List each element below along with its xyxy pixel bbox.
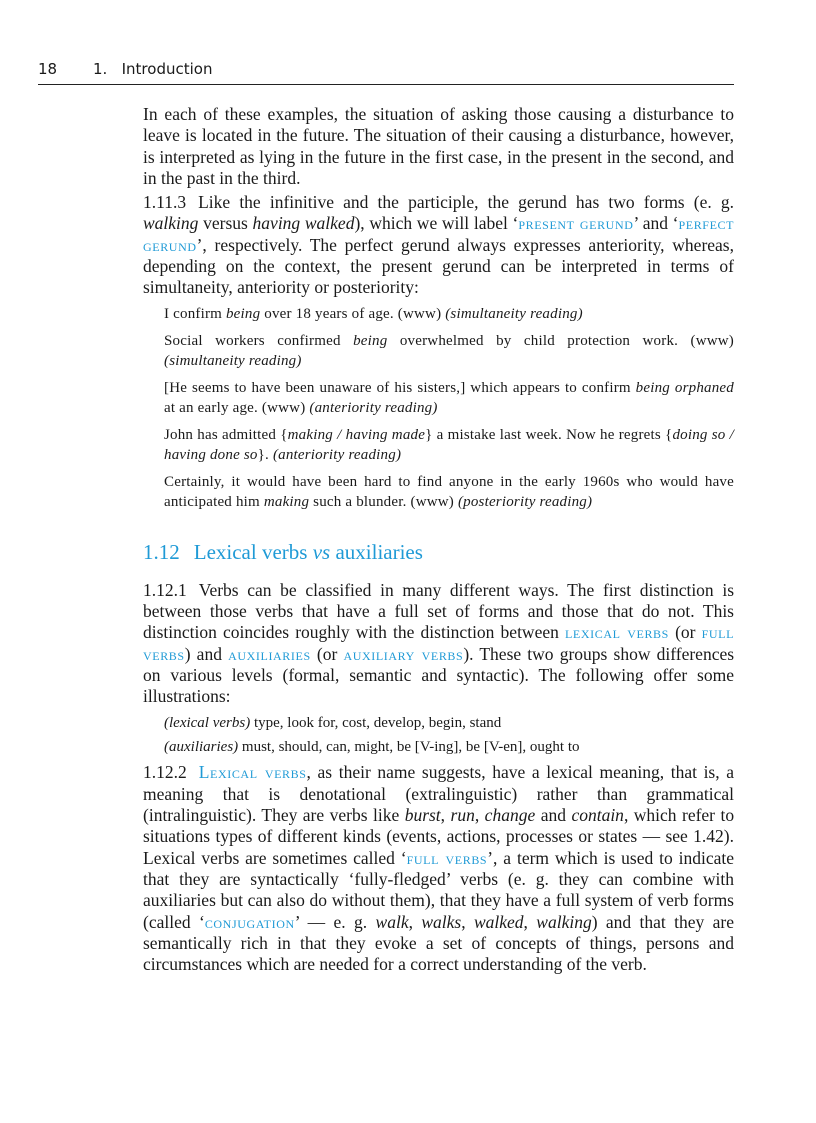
italic-term: run [450,805,475,826]
reading-label: (posteriority reading) [457,493,593,510]
example-text: Social workers confirmed [164,332,341,349]
small-caps-term: full verbs [143,622,735,664]
small-caps-term: lexical verbs [565,622,669,643]
text-run: ) and [184,643,222,664]
example-text: such a blunder. (www) [313,493,454,510]
paragraph-number: 1.12.2 [143,762,187,783]
reading-label: (simultaneity reading) [164,352,302,369]
example-2 [164,331,734,371]
list-items: type, look for, cost, develop, begin, stand [253,715,502,732]
text-run: (or [316,643,338,664]
example-text: I confirm [164,305,223,322]
example-text: [He seems to have been unaware of his sisters,] which appears to confirm [164,379,631,396]
example-text: } a mistake last week. Now he regrets { [425,426,673,443]
italic-term: contain [571,805,624,826]
list-items: must, should, can, might, be [V-ing], be [V-en], ought to [241,739,580,756]
small-caps-term: auxiliaries [228,643,311,664]
italic-term: walk [375,911,409,932]
italic-term: change [484,805,536,826]
small-caps-term: auxiliary verbs [343,643,464,664]
paragraph-intro [143,104,734,189]
small-caps-term: full verbs [406,847,488,868]
example-text: Certainly, it would have been hard to find anyone in the early 1960s who would have anticipated him [164,473,734,510]
small-caps-term: Lexical verbs [198,762,307,783]
italic-term: doing so / having done so [164,426,734,463]
text-run: (or [675,622,696,643]
text-run: ). These two groups show differences on various levels (formal, semantic and syntactic). The following offer some illustrations: [143,643,735,707]
list-label: (lexical verbs) [164,715,251,732]
list-auxiliaries [164,737,734,757]
small-caps-term: present gerund [518,213,634,234]
section-title-part: Lexical verbs [193,539,308,564]
example-text: at an early age. (www) [164,399,306,416]
italic-term: having walked [252,213,355,234]
italic-term: walking [536,911,592,932]
example-text: over 18 years of age. (www) [264,305,442,322]
text-run: ) and that they are semantically rich in that they evoke a set of concepts of things, persons and circumstances which are needed for a correct understanding of the verb. [143,911,735,975]
text-run: , [474,805,480,826]
italic-term: being [225,305,261,322]
reading-label: (anteriority reading) [309,399,438,416]
example-text: }. [257,446,269,463]
italic-term: walks [421,911,462,932]
italic-term: making / having made [287,426,426,443]
text-run: versus [203,213,248,234]
running-title: 1. Introduction [93,60,213,78]
text-run: , [408,911,413,932]
italic-term: making [263,493,310,510]
list-lexical-verbs [164,713,734,733]
paragraph-number: 1.12.1 [143,579,187,600]
italic-term: burst [404,805,441,826]
text-run: Like the infinitive and the participle, the gerund has two forms (e. g. [198,192,734,213]
running-header [38,58,734,85]
text-run: , [461,911,466,932]
section-heading [143,540,734,564]
example-5 [164,472,734,512]
paragraph-1-12-2 [143,762,734,975]
section-number: 1.12 [143,539,180,564]
text-run: ’ and ‘ [633,213,679,234]
page-content [143,104,734,978]
reading-label: (simultaneity reading) [445,305,583,322]
example-4 [164,425,734,465]
section-title-part: auxiliaries [335,539,423,564]
example-text: overwhelmed by child protection work. (www) [399,332,735,349]
italic-term: being orphaned [635,379,734,396]
text-run: , as their name suggests, have a lexical meaning, that is, a meaning that is denotational (extralinguistic) rather than grammatical (intralinguistic). They are verbs like [143,762,734,826]
text-run: ’ — e. g. [294,911,368,932]
text-run: , [523,911,528,932]
small-caps-term: perfect gerund [143,213,735,255]
small-caps-term: conjugation [204,911,295,932]
example-3 [164,378,734,418]
paragraph-1-11-3 [143,192,734,298]
section-title-part: vs [312,539,331,564]
page-number: 18 [38,60,58,78]
example-1 [164,304,734,324]
paragraph-text: In each of these examples, the situation of asking those causing a disturbance to leave is located in the future. The situation of their causing a disturbance, however, is interpreted as lying in the future in the first case, in the present in the second, and in the past in the third. [143,104,734,188]
example-text: John has admitted { [164,426,288,443]
reading-label: (anteriority reading) [272,446,402,463]
list-label: (auxiliaries) [164,739,239,756]
text-run: and [540,805,566,826]
text-run: ), which we will label ‘ [354,213,519,234]
paragraph-1-12-1 [143,580,734,708]
text-run: ’, respectively. The perfect gerund always expresses anteriority, whereas, depending on the context, the present gerund can be interpreted in terms of simultaneity, anteriority or posteriority: [143,234,734,298]
text-run: , [440,805,446,826]
italic-term: walked [473,911,524,932]
text-run: , which refer to situations types of different kinds (events, actions, processes or states — see 1.42). Lexical verbs are sometimes called ‘ [143,805,735,868]
text-run: Verbs can be classified in many different ways. The first distinction is between those verbs that have a full set of forms and those that do not. This distinction coincides roughly with the distinction between [143,579,734,643]
paragraph-number: 1.11.3 [143,192,187,213]
italic-term: being [353,332,388,349]
text-run: ’, a term which is used to indicate that they are syntactically ‘fully-fledged’ verbs (e. g. they can combine with auxiliaries but can also do without them), that they have a full system of verb forms (called ‘ [143,847,734,932]
italic-term: walking [143,213,199,234]
